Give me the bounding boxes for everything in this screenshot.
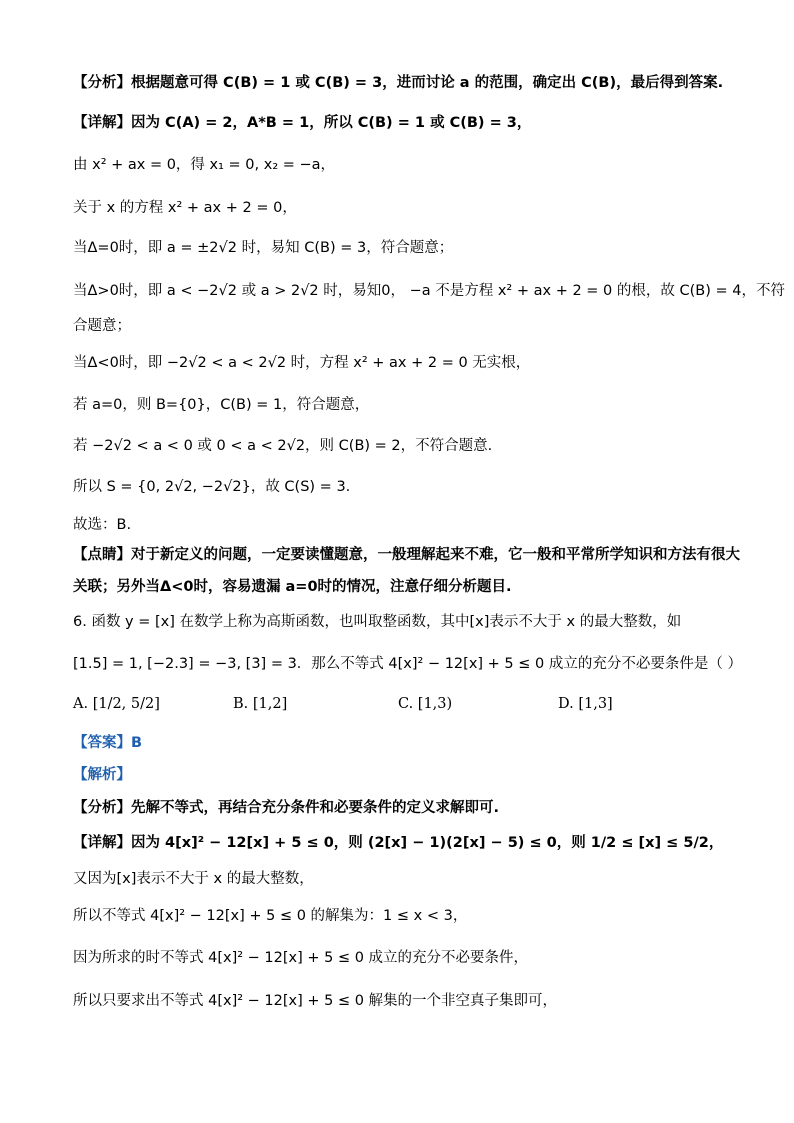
question-line: [1.5] = 1, [−2.3] = −3, [3] = 3．那么不等式 4[x]² − 12[x] + 5 ≤ 0 成立的充分不必要条件是（ ） [73, 656, 742, 672]
text-line: 【详解】因为 4[x]² − 12[x] + 5 ≤ 0，则 (2[x] − 1)(2[x] − 5) ≤ 0，则 1/2 ≤ [x] ≤ 5/2， [73, 835, 724, 851]
text-line: 当Δ>0时，即 a < −2√2 或 a > 2√2 时，易知0， −a 不是方程 x² + ax + 2 = 0 的根，故 C(B) = 4，不符 [73, 283, 785, 299]
text-line: 又因为[x]表示不大于 x 的最大整数， [73, 871, 314, 887]
choice-b: B. [1,2] [233, 696, 288, 712]
text-line: 关于 x 的方程 x² + ax + 2 = 0， [73, 200, 297, 216]
text-line: 【详解】因为 C(A) = 2，A*B = 1，所以 C(B) = 1 或 C(B) = 3， [73, 115, 532, 131]
text-line: 所以只要求出不等式 4[x]² − 12[x] + 5 ≤ 0 解集的一个非空真子集即可， [73, 993, 558, 1009]
choice-c: C. [1,3) [398, 696, 453, 712]
question-line: 6. 函数 y = [x] 在数学上称为高斯函数，也叫取整函数，其中[x]表示不大于 x 的最大整数，如 [73, 614, 682, 630]
text-line: 关联；另外当Δ<0时，容易遗漏 a=0时的情况，注意仔细分析题目. [73, 579, 512, 595]
text-line: 故选：B. [73, 517, 132, 533]
text-line: 因为所求的时不等式 4[x]² − 12[x] + 5 ≤ 0 成立的充分不必要条件， [73, 950, 529, 966]
text-line: 由 x² + ax = 0，得 x₁ = 0, x₂ = −a， [73, 157, 336, 173]
choice-a: A. [1/2, 5/2] [73, 696, 160, 712]
text-line: 若 a=0，则 B={0}，C(B) = 1，符合题意， [73, 397, 370, 413]
choice-d: D. [1,3] [558, 696, 613, 712]
text-line: 【分析】根据题意可得 C(B) = 1 或 C(B) = 3，进而讨论 a 的范围，确定出 C(B)，最后得到答案. [73, 75, 724, 91]
text-line: 合题意； [73, 318, 131, 334]
text-line: 当Δ<0时，即 −2√2 < a < 2√2 时，方程 x² + ax + 2 = 0 无实根， [73, 355, 531, 371]
analysis-label: 【解析】 [73, 767, 131, 783]
text-line: 若 −2√2 < a < 0 或 0 < a < 2√2，则 C(B) = 2，不符合题意. [73, 438, 493, 454]
text-line: 当Δ=0时，即 a = ±2√2 时，易知 C(B) = 3，符合题意； [73, 240, 454, 256]
answer-label: 【答案】B [73, 735, 143, 751]
text-line: 【分析】先解不等式，再结合充分条件和必要条件的定义求解即可. [73, 800, 500, 816]
text-line: 【点睛】对于新定义的问题，一定要读懂题意，一般理解起来不难，它一般和平常所学知识和方法有很大 [73, 547, 740, 563]
text-line: 所以 S = {0, 2√2, −2√2}，故 C(S) = 3. [73, 479, 351, 495]
text-line: 所以不等式 4[x]² − 12[x] + 5 ≤ 0 的解集为：1 ≤ x < 3， [73, 908, 468, 924]
